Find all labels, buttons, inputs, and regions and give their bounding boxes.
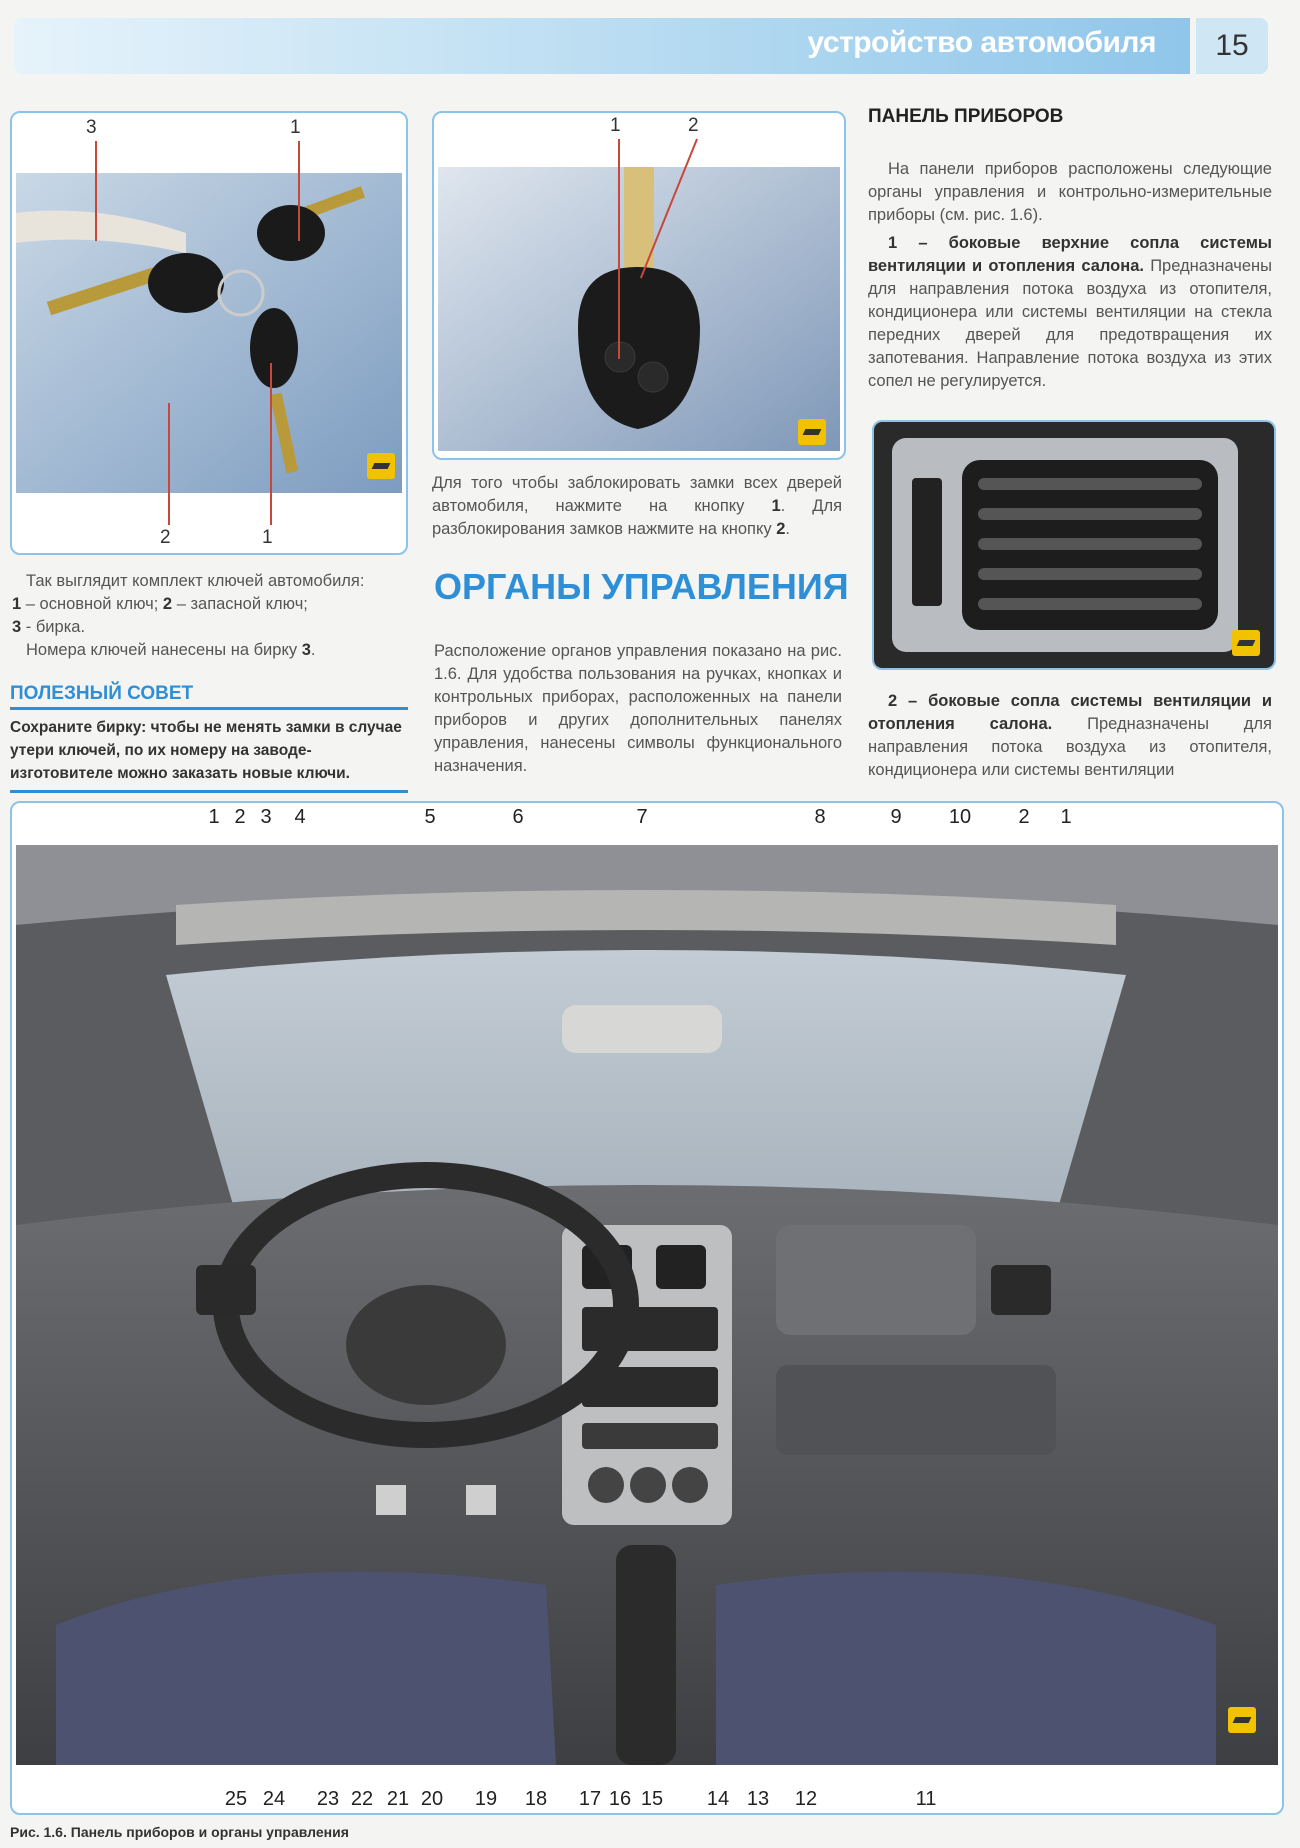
callout-number: 19 [474,1788,498,1810]
fob-photo [438,167,840,451]
callout-number: 22 [350,1788,374,1810]
watermark-logo-icon [1232,630,1260,656]
callout-number: 16 [608,1788,632,1810]
page-number: 15 [1196,18,1268,74]
callout-number: 17 [578,1788,602,1810]
callout-2: 2 [160,527,171,548]
callout-number: 21 [386,1788,410,1810]
tip-text: Сохраните бирку: чтобы не менять замки в случае утери ключей, по их номеру на заводе-изготовителе можно заказать новые ключи. [10,719,402,782]
callout-number: 8 [814,806,826,828]
callout-number: 18 [524,1788,548,1810]
callout-number: 23 [316,1788,340,1810]
figure-caption: Рис. 1.6. Панель приборов и органы управления [10,1824,349,1840]
keys-photo-frame [10,111,408,555]
tip-heading: ПОЛЕЗНЫЙ СОВЕТ [10,683,408,710]
controls-text: Расположение органов управления показано на рис. 1.6. Для удобства пользования на ручках, кнопках и контрольных приборах, расположенных на панели приборов и других дополнительных панелях управления, нанесены символы функционального назначения. [434,642,842,775]
callout-1: 1 [290,117,301,138]
callout-number: 6 [512,806,524,828]
callout-number: 25 [224,1788,248,1810]
callout-3: 3 [86,117,97,138]
dashboard-photo [16,845,1278,1765]
fob-photo-frame [432,111,846,460]
vent-photo [874,422,1274,668]
callout-number: 1 [208,806,220,828]
dashboard-figure [10,801,1284,1815]
callout-number: 5 [424,806,436,828]
callout-number: 3 [260,806,272,828]
leader-line [95,141,97,241]
callout-number: 7 [636,806,648,828]
callout-number: 12 [794,1788,818,1810]
panel-heading: ПАНЕЛЬ ПРИБОРОВ [868,106,1064,127]
watermark-logo-icon [1228,1707,1256,1733]
callout-number: 4 [294,806,306,828]
callout-number: 11 [915,1788,937,1810]
callout-number: 13 [746,1788,770,1810]
chapter-title: устройство автомобиля [807,26,1156,59]
leader-line [618,139,620,359]
fob-caption: Для того чтобы заблокировать замки всех дверей автомобиля, нажмите на кнопку 1. Для разблокирования замков нажмите на кнопку 2. [432,474,843,538]
callout-number: 14 [706,1788,730,1810]
leader-line [270,363,272,525]
callout-number: 9 [890,806,902,828]
callout-number: 15 [640,1788,664,1810]
keys-caption: Так выглядит комплект ключей автомобиля: 1 – основной ключ; 2 – запасной ключ; 3 - бирка. Номера ключей нанесены на бирку 3. [12,572,365,659]
callout-number: 2 [234,806,246,828]
callout-number: 10 [948,806,972,828]
panel-item2: 2 – боковые сопла системы вентиляции и отопления салона. Предназначены для направления потока воздуха из отопителя, кондиционера или системы вентиляции [868,692,1272,779]
callout-1: 1 [610,115,621,136]
chapter-header [14,18,1190,74]
watermark-logo-icon [798,419,826,445]
controls-heading: ОРГАНЫ УПРАВЛЕНИЯ [434,566,849,607]
vent-photo-frame [872,420,1276,670]
keys-photo [16,173,402,493]
callout-1b: 1 [262,527,273,548]
leader-line [168,403,170,525]
panel-intro: На панели приборов расположены следующие органы управления и контрольно-измерительные приборы (см. рис. 1.6). [868,160,1272,224]
leader-line [298,141,300,241]
callout-number: 2 [1018,806,1030,828]
tip-divider [10,790,408,793]
callout-2: 2 [688,115,699,136]
callout-number: 1 [1060,806,1072,828]
panel-item1: 1 – боковые верхние сопла системы вентиляции и отопления салона. Предназначены для направления потока воздуха из отопителя, кондиционера или системы вентиляции на стекла передних дверей для предотвращения их запотевания. Направление потока воздуха из этих сопел не регулируется. [868,234,1273,390]
callout-number: 20 [420,1788,444,1810]
watermark-logo-icon [367,453,395,479]
callout-number: 24 [262,1788,286,1810]
